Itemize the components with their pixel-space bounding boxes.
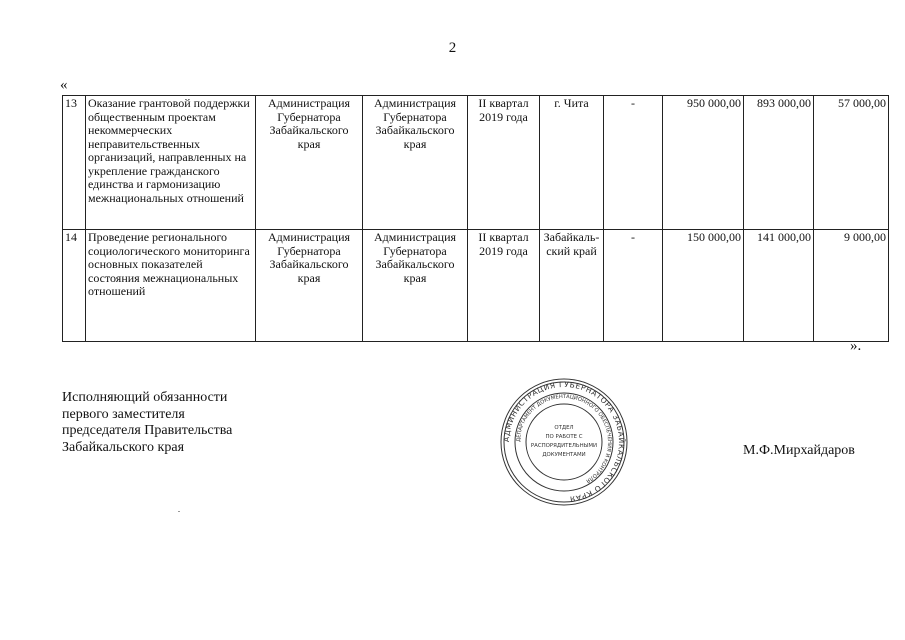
stamp-middle-text: ДЕПАРТАМЕНТ ДОКУМЕНТАЦИОННОГО ОБЕСПЕЧЕНИЯ И КОНТРОЛЯ bbox=[515, 393, 613, 484]
signatory-position-line: Забайкальского края bbox=[62, 439, 185, 455]
dash-cell: - bbox=[604, 96, 663, 230]
signatory-name: М.Ф.Мирхайдаров bbox=[743, 443, 855, 458]
total-amount: 950 000,00 bbox=[663, 96, 744, 230]
period: II квартал 2019 года bbox=[468, 96, 540, 230]
signatory-position-line: председателя Правительства bbox=[62, 423, 233, 438]
opening-quote: « bbox=[60, 77, 68, 93]
place: Забайкаль-ский край bbox=[540, 230, 604, 342]
official-stamp bbox=[498, 376, 630, 508]
table-row bbox=[63, 230, 889, 342]
row-number: 13 bbox=[63, 96, 86, 230]
stamp-center-line: ДОКУМЕНТАМИ bbox=[542, 452, 586, 458]
stamp-center-line: РАСПОРЯДИТЕЛЬНЫМИ bbox=[530, 443, 598, 449]
place: г. Чита bbox=[540, 96, 604, 230]
signatory-position-line: первого заместителя bbox=[62, 406, 185, 422]
executor: Администрация Губернатора Забайкальского края bbox=[363, 96, 468, 230]
federal-amount: 141 000,00 bbox=[744, 230, 814, 342]
event-name: Проведение регионального социологического мониторинга основных показателей состояния межнациональных отношений bbox=[86, 230, 256, 342]
stamp-outer-text: АДМИНИСТРАЦИЯ ГУБЕРНАТОРА ЗАБАЙКАЛЬСКОГО КРАЯ bbox=[501, 379, 627, 504]
regional-amount: 9 000,00 bbox=[814, 230, 889, 342]
federal-amount: 893 000,00 bbox=[744, 96, 814, 230]
signatory-position-line: Исполняющий обязанности bbox=[62, 390, 228, 405]
customer: Администрация Губернатора Забайкальского края bbox=[256, 96, 363, 230]
regional-amount: 57 000,00 bbox=[814, 96, 889, 230]
row-number: 14 bbox=[63, 230, 86, 342]
stamp-center-line: ОТДЕЛ bbox=[554, 425, 574, 431]
closing-quote: ». bbox=[850, 338, 862, 354]
page-number: 2 bbox=[448, 40, 457, 56]
period: II квартал 2019 года bbox=[468, 230, 540, 342]
total-amount: 150 000,00 bbox=[663, 230, 744, 342]
grants-table bbox=[62, 95, 889, 342]
stamp-center-line: ПО РАБОТЕ С bbox=[545, 434, 583, 440]
executor: Администрация Губернатора Забайкальского края bbox=[363, 230, 468, 342]
scan-speck bbox=[178, 511, 180, 512]
table-row bbox=[63, 96, 889, 230]
signatory-position bbox=[62, 390, 232, 456]
event-name: Оказание грантовой поддержки общественным проектам некоммерческих неправительственных организаций, направленных на укрепление гражданского единства и гармонизацию межнациональных отношений bbox=[86, 96, 256, 230]
dash-cell: - bbox=[604, 230, 663, 342]
customer: Администрация Губернатора Забайкальского края bbox=[256, 230, 363, 342]
